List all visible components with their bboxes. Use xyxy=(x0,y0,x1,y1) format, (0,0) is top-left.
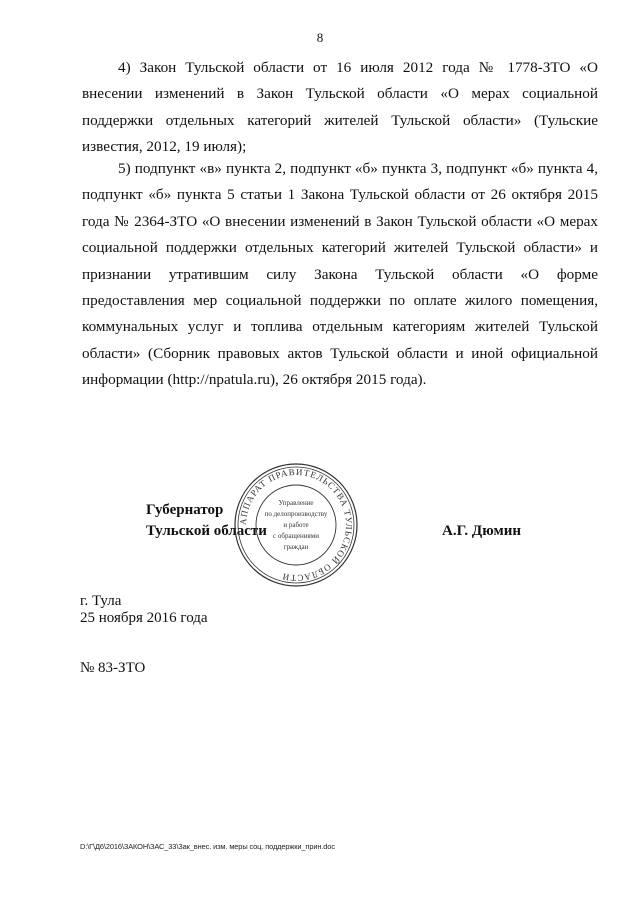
signatory-position-line1: Губернатор xyxy=(146,502,224,518)
file-path-footer: D:\Г\Д6\2016\ЗАКОН\ЗАС_33\Зак_внес. изм. меры соц. поддержки_прин.doc xyxy=(80,842,335,851)
signing-place: г. Тула xyxy=(80,593,122,609)
paragraph-item-5: 5) подпункт «в» пункта 2, подпункт «б» пункта 3, подпункт «б» пункта 4, подпункт «б» пункта 5 статьи 1 Закона Тульской области от 26 октября 2015 года № 2364-ЗТО «О внесении изменений в Закон Тульской области «О мерах социальной поддержки отдельных категорий жителей Тульской области» и признании утратившим силу Закона Тульской области «О форме предоставления мер социальной поддержки по оплате жилого помещения, коммунальных услуг и топлива отдельным категориям жителей Тульской области» (Сборник правовых актов Тульской области и иной официальной информации (http://npatula.ru), 26 октября 2015 года). xyxy=(82,160,598,389)
law-number: № 83-ЗТО xyxy=(80,660,146,676)
official-stamp xyxy=(232,461,360,589)
signatory-position-line2: Тульской области xyxy=(146,523,267,539)
stamp-outer-text: АППАРАТ ПРАВИТЕЛЬСТВА ТУЛЬСКОЙ ОБЛАСТИ xyxy=(237,466,355,584)
paragraph-item-4: 4) Закон Тульской области от 16 июля 2012 года № 1778-ЗТО «О внесении изменений в Закон Тульской области «О мерах социальной поддержки отдельных категорий жителей Тульской области» (Тульские известия, 2012, 19 июля); xyxy=(82,59,598,156)
stamp-inner-line: с обращениями xyxy=(273,532,319,540)
signatory-name: А.Г. Дюмин xyxy=(442,523,522,539)
page-number: 8 xyxy=(316,30,324,45)
stamp-inner-line: Управление xyxy=(278,499,314,507)
stamp-inner-line: по делопроизводству xyxy=(264,510,328,518)
stamp-inner-line: граждан xyxy=(283,543,309,551)
signing-date: 25 ноября 2016 года xyxy=(80,610,208,626)
stamp-inner-line: и работе xyxy=(283,521,309,529)
